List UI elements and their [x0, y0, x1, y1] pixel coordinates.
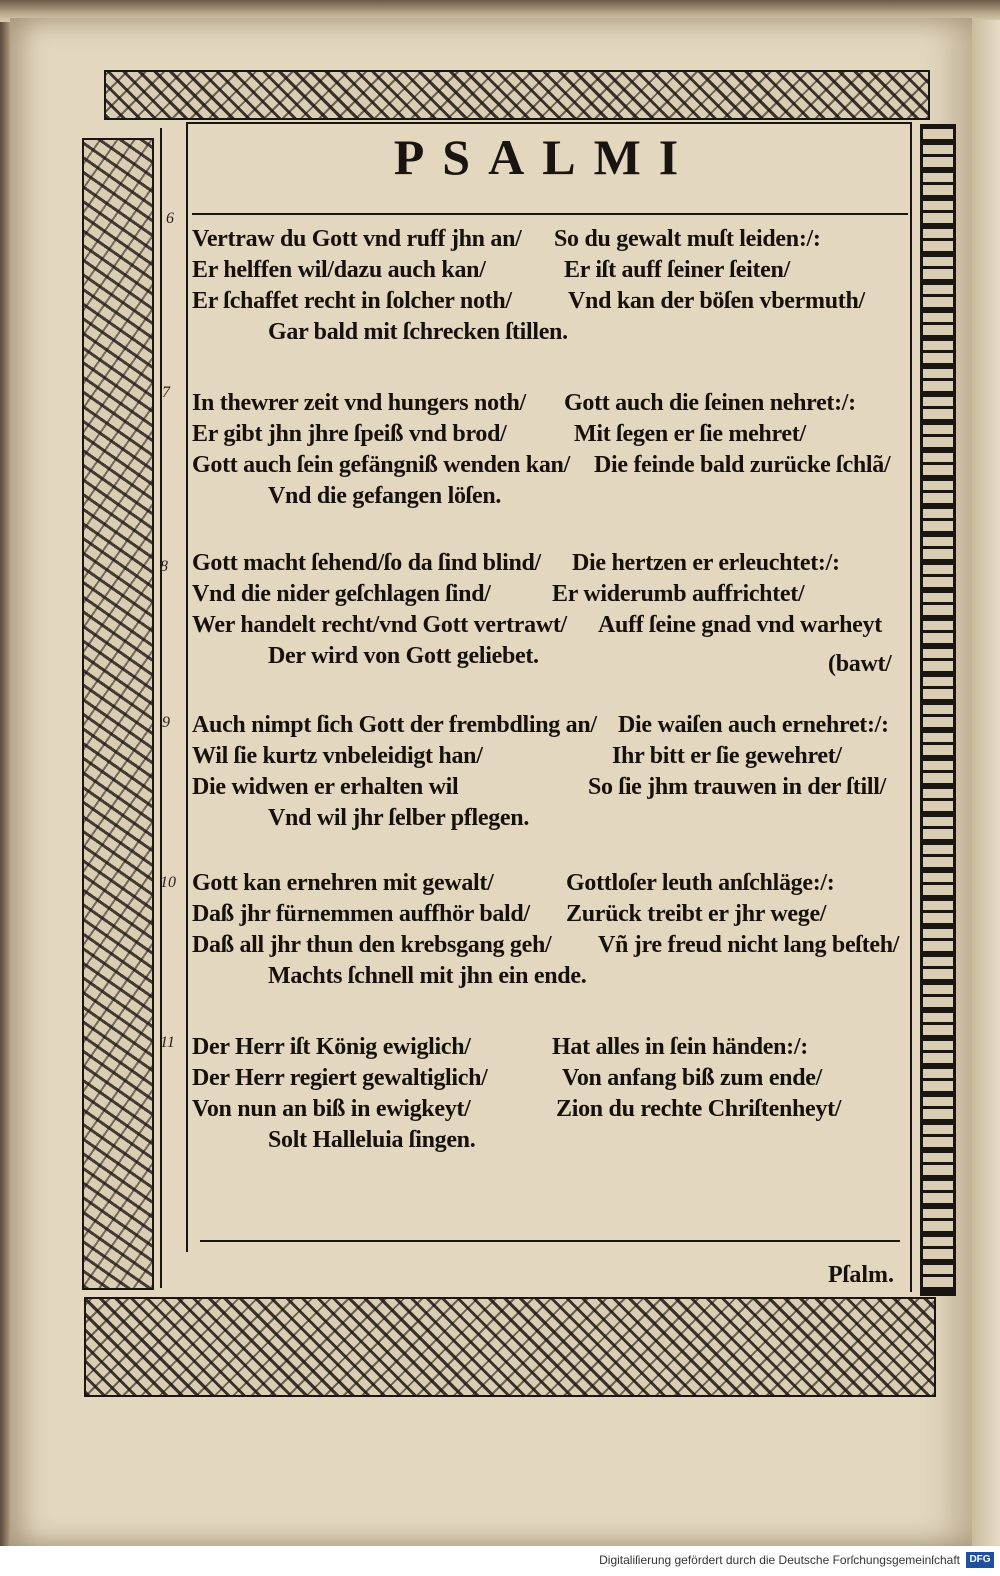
- verse-line: [192, 257, 912, 288]
- verse-line-first-half: Machts ſchnell mit jhn ein ende.: [268, 963, 587, 989]
- verse-line: [192, 288, 912, 319]
- verse-line: [192, 743, 912, 774]
- dfg-logo: DFG: [966, 1552, 994, 1568]
- verse-line: [192, 1127, 912, 1158]
- verse-line-second-half: Er widerumb auffrichtet/: [552, 581, 805, 607]
- verse-line-second-half: So du gewalt muſt leiden:/:: [554, 226, 821, 252]
- verse-line-first-half: Gar bald mit ſchrecken ſtillen.: [268, 319, 568, 345]
- frame-rule-inner-left: [186, 122, 188, 1252]
- verse-number: 9: [162, 714, 170, 731]
- verse-line-second-half: Mit ſegen er ſie mehret/: [574, 421, 806, 447]
- verse-number: 10: [160, 874, 176, 891]
- verse-line-second-half: Er iſt auff ſeiner ſeiten/: [564, 257, 790, 283]
- verse-line-first-half: Der wird von Gott geliebet.: [268, 643, 539, 669]
- verse-line-second-half: Zurück treibt er jhr wege/: [566, 901, 827, 927]
- verse-line: [192, 774, 912, 805]
- woodcut-border-right: [920, 124, 956, 1296]
- verse-line: [192, 226, 912, 257]
- verse-line-first-half: Vnd die gefangen löſen.: [268, 483, 502, 509]
- verse-line: [192, 1065, 912, 1096]
- verse-line-first-half: Der Herr iſt König ewiglich/: [192, 1034, 471, 1060]
- verse-line-first-half: Der Herr regiert gewaltiglich/: [192, 1065, 488, 1091]
- verse-line: [192, 550, 912, 581]
- verse-line-first-half: In thewrer zeit vnd hungers noth/: [192, 390, 526, 416]
- verse-line-first-half: Vnd wil jhr ſelber pflegen.: [268, 805, 530, 831]
- verse-line: [192, 901, 912, 932]
- verse-line-second-half: Gott auch die ſeinen nehret:/:: [564, 390, 856, 416]
- verse-line: [192, 932, 912, 963]
- stanza-8: [192, 550, 912, 677]
- verse-line-second-half: Ihr bitt er ſie gewehret/: [612, 743, 842, 769]
- verse-line-second-half: Auff ſeine gnad vnd warheyt: [598, 612, 882, 638]
- verse-line: [192, 390, 912, 421]
- verse-line-second-half: Vñ jre freud nicht lang beſteh/: [598, 932, 900, 958]
- stanza-11: [192, 1034, 912, 1158]
- verse-line-second-half: So ſie jhm trauwen in der ſtill/: [588, 774, 886, 800]
- verse-line: [192, 712, 912, 743]
- title-rule: [192, 213, 908, 215]
- verse-line-first-half: Gott kan ernehren mit gewalt/: [192, 870, 494, 896]
- verse-line-second-half: Zion du rechte Chriſtenheyt/: [556, 1096, 842, 1122]
- verse-line-first-half: Solt Halleluia ſingen.: [268, 1127, 476, 1153]
- verse-line-first-half: Daß jhr fürnemmen auffhör bald/: [192, 901, 530, 927]
- frame-rule-top: [186, 122, 912, 124]
- verse-line: [192, 452, 912, 483]
- verse-line: [192, 963, 912, 994]
- verse-line-second-half: Hat alles in ſein händen:/:: [552, 1034, 808, 1060]
- verse-line-first-half: Er gibt jhn jhre ſpeiß vnd brod/: [192, 421, 507, 447]
- verse-line-second-half: Gottloſer leuth anſchläge:/:: [566, 870, 835, 896]
- woodcut-border-bottom: [84, 1297, 936, 1397]
- verse-line: [192, 612, 912, 643]
- verse-number: 6: [166, 210, 174, 227]
- verse-line-first-half: Vertraw du Gott vnd ruff jhn an/: [192, 226, 522, 252]
- verse-line-first-half: Er ſchaffet recht in ſolcher noth/: [192, 288, 512, 314]
- verse-line-first-half: Die widwen er erhalten wil: [192, 774, 459, 800]
- catchword: Pſalm.: [828, 1262, 894, 1288]
- verse-line-second-half: Die feinde bald zurücke ſchlã/: [594, 452, 891, 478]
- verse-number: 7: [162, 384, 170, 401]
- verse-line-first-half: Wer handelt recht/vnd Gott vertrawt/: [192, 612, 567, 638]
- bottom-rule: [200, 1240, 900, 1242]
- stanza-10: [192, 870, 912, 994]
- verse-number: 11: [160, 1034, 175, 1051]
- verse-line-second-half: Von anfang biß zum ende/: [562, 1065, 822, 1091]
- verse-line-first-half: Er helffen wil/dazu auch kan/: [192, 257, 486, 283]
- verse-line-second-half: Die hertzen er erleuchtet:/:: [572, 550, 840, 576]
- stanza-6: [192, 226, 912, 350]
- verse-line: [192, 870, 912, 901]
- stanza-9: [192, 712, 912, 836]
- verse-line-second-half: (bawt/: [828, 651, 892, 677]
- verse-line: [192, 643, 912, 677]
- verse-line-first-half: Daß all jhr thun den krebsgang geh/: [192, 932, 552, 958]
- verse-number: 8: [160, 558, 168, 575]
- digitization-footer: [0, 1546, 1000, 1576]
- woodcut-border-top: [104, 70, 930, 120]
- verse-line-first-half: Gott auch ſein gefängniß wenden kan/: [192, 452, 570, 478]
- verse-line: [192, 1034, 912, 1065]
- verse-line-first-half: Auch nimpt ſich Gott der frembdling an/: [192, 712, 597, 738]
- verse-line-second-half: Vnd kan der böſen vbermuth/: [568, 288, 865, 314]
- verse-line: [192, 421, 912, 452]
- verse-line-second-half: Die waiſen auch ernehret:/:: [618, 712, 889, 738]
- frame-rule-left: [160, 128, 162, 1288]
- verse-line-first-half: Wil ſie kurtz vnbeleidigt han/: [192, 743, 483, 769]
- verse-line-first-half: Von nun an biß in ewigkeyt/: [192, 1096, 471, 1122]
- woodcut-border-left: [82, 138, 154, 1290]
- verse-line: [192, 805, 912, 836]
- verse-line: [192, 483, 912, 514]
- stanza-7: [192, 390, 912, 514]
- next-page-edge: [972, 20, 1000, 1546]
- verse-line: [192, 1096, 912, 1127]
- verse-line: [192, 581, 912, 612]
- running-title: PSALMI: [393, 129, 697, 185]
- verse-line-first-half: Vnd die nider geſchlagen ſind/: [192, 581, 491, 607]
- verse-line: [192, 319, 912, 350]
- funding-credit: Digitaliſierung gefördert durch die Deutsche Forſchungsgemeinſchaft: [599, 1553, 960, 1567]
- verse-line-first-half: Gott macht ſehend/ſo da ſind blind/: [192, 550, 541, 576]
